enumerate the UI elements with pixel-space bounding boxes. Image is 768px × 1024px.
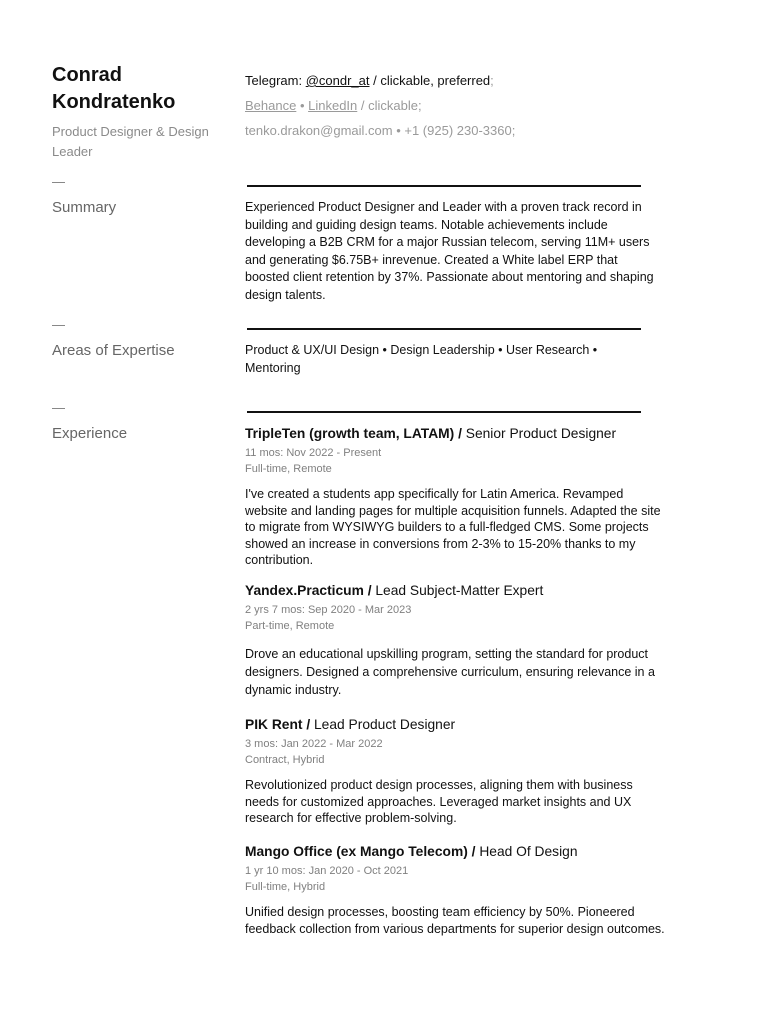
summary-divider [247,185,641,187]
behance-link[interactable]: Behance [245,98,297,113]
telegram-link[interactable]: @condr_at [305,73,370,88]
job-role: Senior Product Designer [465,426,617,441]
job-entry-yandex-practicum [245,582,675,699]
experience-divider [247,411,641,413]
job-role: Lead Subject-Matter Expert [375,583,544,598]
job-entry-tripleten [245,425,675,569]
telegram-note: / clickable, preferred [369,73,491,88]
job-heading [245,843,675,861]
summary-dash: — [52,174,65,189]
job-period: 11 mos: Nov 2022 - Present [245,447,382,459]
job-type: Contract, Hybrid [245,754,325,766]
job-company: TripleTen (growth team, LATAM) / [245,426,466,441]
job-type: Full-time, Remote [245,463,332,475]
job-description: Unified design processes, boosting team efficiency by 50%. Pioneered feedback collection from various departments for superior design outcomes. [245,905,665,936]
experience-dash: — [52,400,65,415]
job-description: I've created a students app specifically for Latin America. Revamped website and landing pages for multiple acquisition funnels. Adapted the site to migrate from WYSIWYG builders to a full-fledged CMS. Some projects showed an increase in conversions from 2-3% to 15-20% thanks to my contribution. [245,487,661,567]
expertise-text: Product & UX/UI Design • Design Leadership • User Research • Mentoring [245,343,598,375]
expertise-label: Areas of Expertise [52,342,175,359]
summary-text: Experienced Product Designer and Leader with a proven track record in building and guiding design teams. Notable achievements include developing a B2B CRM for a major Russian telecom, serving 11M+ users and generating $6.75B+ inrevenue. Created a White label ERP that boosted client retention by 37%. Passionate about mentoring and shaping design talents. [245,200,654,302]
expertise-dash: — [52,317,65,332]
telegram-label: Telegram: [245,73,306,88]
experience-label: Experience [52,425,128,442]
job-role: Head Of Design [479,844,578,859]
links-note: / clickable; [357,98,422,113]
job-heading [245,716,675,734]
job-entry-mango-office [245,843,675,937]
job-company: Yandex.Practicum / [245,583,376,598]
linkedin-link[interactable]: LinkedIn [308,98,358,113]
job-type: Part-time, Remote [245,620,335,632]
job-period: 2 yrs 7 mos: Sep 2020 - Mar 2023 [245,604,412,616]
job-heading [245,425,675,443]
summary-label: Summary [52,199,117,216]
job-company: Mango Office (ex Mango Telecom) / [245,844,480,859]
job-description: Revolutionized product design processes, aligning them with business needs for customized approaches. Leveraged market insights and UX research for effective problem-solving. [245,778,633,825]
job-period: 1 yr 10 mos: Jan 2020 - Oct 2021 [245,865,409,877]
telegram-end: ; [490,73,494,88]
job-type: Full-time, Hybrid [245,881,326,893]
job-role: Lead Product Designer [314,717,456,732]
contact-telegram [245,72,705,89]
person-name: Conrad Kondratenko [52,64,176,113]
job-period: 3 mos: Jan 2022 - Mar 2022 [245,738,383,750]
person-title: Product Designer & Design Leader [52,124,209,159]
job-heading [245,582,675,600]
link-separator: • [296,98,309,113]
job-description: Drove an educational upskilling program, setting the standard for product designers. Designed a comprehensive curriculum, ensuring relevance in a dynamic industry. [245,647,655,697]
expertise-divider [247,328,641,330]
contact-links [245,97,705,114]
job-company: PIK Rent / [245,717,314,732]
job-entry-pik-rent [245,716,675,827]
contact-email-phone: tenko.drakon@gmail.com • +1 (925) 230-3360; [245,123,516,138]
